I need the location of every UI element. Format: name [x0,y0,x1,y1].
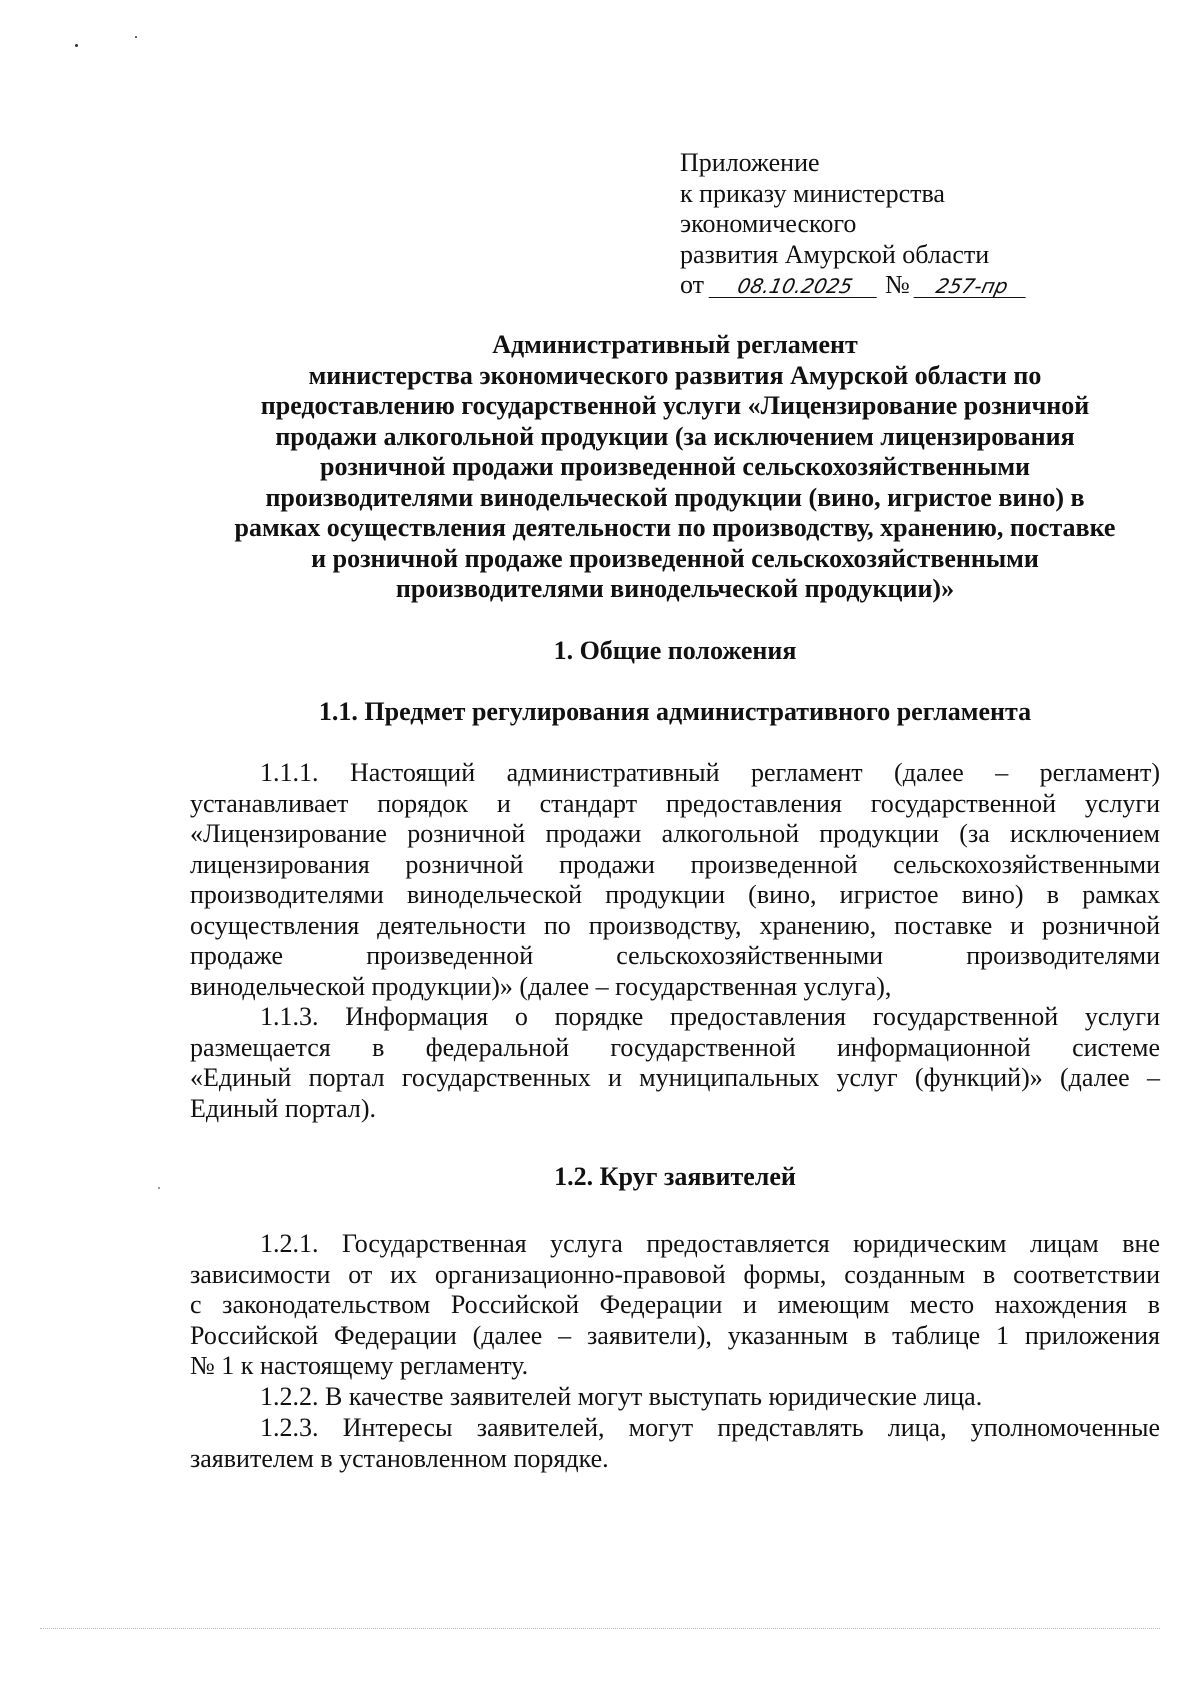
annex-line: к приказу министерства [680,178,945,208]
paragraph-line: производителями винодельческой продукции (вино, игристое вино) в рамках [190,880,1160,909]
paragraph-line: винодельческой продукции)» (далее – государственная услуга), [190,971,892,1001]
annex-date-line [680,270,1028,301]
title-line: министерства экономического развития Амурской области по [308,360,1042,390]
paragraph-1-2-3 [190,1413,1160,1474]
annex-line: Приложение [680,148,820,177]
paragraph-line: «Лицензирование розничной продажи алкогольной продукции (за исключением [190,819,1160,848]
handwritten-date: 08.10.2025 [708,275,881,298]
title-line: производителями винодельческой продукции (вино, игристое вино) в [265,482,1085,512]
title-line: рамках осуществления деятельности по производству, хранению, поставке [234,513,1116,542]
paragraph-line: № 1 к настоящему регламенту. [190,1351,529,1380]
paragraph-line: «Единый портал государственных и муниципальных услуг (функций)» (далее – [190,1063,1160,1092]
title-line: розничной продажи произведенной сельскохозяйственными [319,452,1031,481]
title-line: производителями винодельческой продукции)» [395,574,955,603]
subsection-heading: 1.1. Предмет регулирования административного регламента [318,697,1032,726]
section-heading: 1. Общие положения [553,636,797,665]
from-label: от [680,270,705,299]
paragraph-line: 1.1.1. Настоящий административный регламент (далее – регламент) [260,758,1160,787]
number-label: № [885,270,910,299]
scan-speck [75,44,78,47]
scan-artifact-line [40,1628,1160,1630]
paragraph-line: Российской Федерации (далее – заявители), указанным в таблице 1 приложения [190,1320,1160,1350]
paragraph-line: 1.2.2. В качестве заявителей могут выступать юридические лица. [260,1382,983,1411]
handwritten-number: 257-пр [914,275,1031,298]
title-line: Административный регламент [492,330,858,359]
title-line: продажи алкогольной продукции (за исключением лицензирования [275,421,1075,451]
annex-line: развития Амурской области [680,239,990,269]
paragraph-1-2-1 [190,1229,1160,1382]
paragraph-line: осуществления деятельности по производству, хранению, поставке и розничной [190,910,1160,940]
title-line: предоставлению государственной услуги «Лицензирование розничной [260,391,1090,420]
paragraph-line: зависимости от их организационно-правовой формы, созданным в соответствии [190,1259,1160,1289]
paragraph-line: 1.1.3. Информация о порядке предоставления государственной услуги [260,1002,1160,1031]
scan-speck [135,36,137,38]
paragraph-line: 1.2.3. Интересы заявителей, могут представлять лица, уполномоченные [260,1413,1160,1442]
document-title [190,330,1160,605]
title-line: и розничной продаже произведенной сельскохозяйственными [311,543,1039,573]
paragraph-line: заявителем в установленном порядке. [190,1443,609,1473]
annex-line: экономического [680,209,857,238]
paragraph-line: размещается в федеральной государственной информационной системе [190,1032,1160,1062]
paragraph-line: лицензирования розничной продажи произведенной сельскохозяйственными [190,849,1160,879]
subsection-heading: 1.2. Круг заявителей [554,1162,796,1191]
paragraph-1-1-1 [190,758,1160,1002]
paragraph-1-2-2 [190,1382,1160,1413]
scan-speck [158,1187,160,1189]
paragraph-line: Единый портал). [190,1093,376,1123]
paragraph-line: продаже произведенной сельскохозяйственными производителями [190,941,1160,970]
paragraph-line: 1.2.1. Государственная услуга предоставляется юридическим лицам вне [260,1229,1160,1258]
annex-block [680,148,1028,301]
paragraph-line: с законодательством Российской Федерации и имеющим место нахождения в [190,1290,1160,1319]
paragraph-1-1-3 [190,1002,1160,1124]
paragraph-line: устанавливает порядок и стандарт предоставления государственной услуги [190,788,1160,818]
